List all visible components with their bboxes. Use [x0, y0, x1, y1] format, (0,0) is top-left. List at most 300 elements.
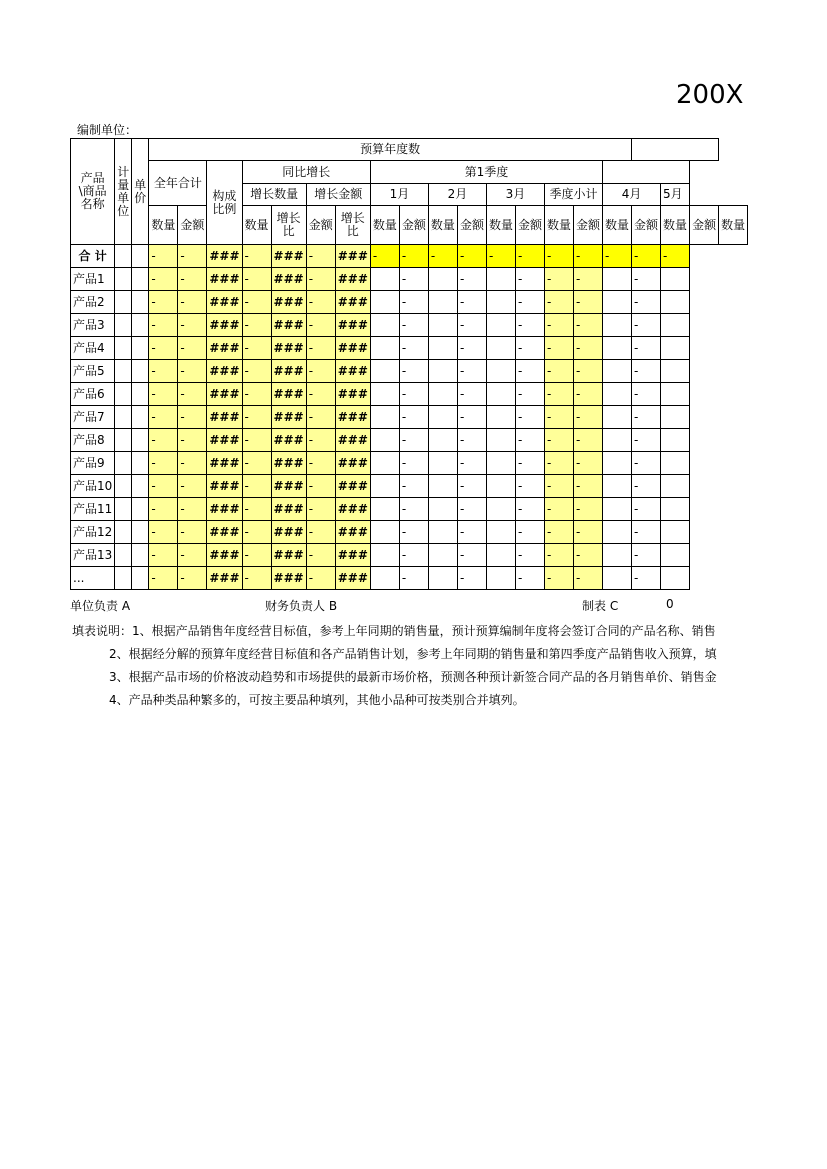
table-cell: - [457, 245, 486, 268]
table-cell: ### [335, 429, 370, 452]
table-cell [603, 567, 632, 590]
table-cell: - [515, 291, 544, 314]
table-cell [115, 567, 132, 590]
table-cell [603, 360, 632, 383]
table-cell: - [457, 521, 486, 544]
table-cell: - [544, 268, 573, 291]
note-line: 填表说明：1、根据产品销售年度经营目标值，参考上年同期的销售量，预计预算编制年度将会签订合同的产品名称、销售 [72, 624, 716, 638]
table-cell: - [149, 475, 178, 498]
table-cell [370, 406, 399, 429]
table-cell: - [544, 498, 573, 521]
table-cell: - [457, 406, 486, 429]
growth-ratio-header: 增长比 [335, 206, 370, 245]
table-cell: - [574, 245, 603, 268]
q1-subtotal-header: 季度小计 [544, 184, 602, 206]
table-cell [428, 567, 457, 590]
table-cell [603, 544, 632, 567]
table-cell: - [632, 360, 661, 383]
table-cell [603, 498, 632, 521]
table-cell: - [515, 314, 544, 337]
table-cell: - [457, 383, 486, 406]
table-cell: ### [335, 383, 370, 406]
table-cell: - [603, 245, 632, 268]
row-label: 产品3 [71, 314, 115, 337]
table-cell [115, 498, 132, 521]
table-cell: - [515, 245, 544, 268]
table-cell [661, 429, 690, 452]
table-cell: - [457, 544, 486, 567]
table-cell: - [306, 245, 335, 268]
table-cell: ### [207, 360, 242, 383]
table-cell: ### [207, 314, 242, 337]
table-cell: - [632, 383, 661, 406]
finance-head-label: 财务负责人 B [265, 599, 338, 613]
table-cell [661, 475, 690, 498]
table-cell: - [178, 314, 207, 337]
table-cell [370, 498, 399, 521]
table-cell [115, 383, 132, 406]
table-cell: ### [335, 498, 370, 521]
budget-year-continued [632, 139, 719, 161]
table-cell [370, 268, 399, 291]
table-cell: - [178, 429, 207, 452]
table-cell [428, 291, 457, 314]
table-cell: - [574, 291, 603, 314]
table-cell: - [515, 383, 544, 406]
table-cell [486, 452, 515, 475]
table-cell: - [306, 475, 335, 498]
table-cell: - [632, 268, 661, 291]
table-cell [603, 314, 632, 337]
table-cell [132, 360, 149, 383]
budget-sheet [70, 138, 746, 593]
table-cell [428, 268, 457, 291]
month-4-header: 4月 [603, 184, 661, 206]
table-cell [132, 383, 149, 406]
table-cell: - [149, 452, 178, 475]
page-title: 200X [676, 80, 744, 110]
row-label: 产品9 [71, 452, 115, 475]
table-cell: - [515, 452, 544, 475]
row-label: 产品2 [71, 291, 115, 314]
table-cell: - [544, 314, 573, 337]
table-cell: - [574, 498, 603, 521]
unit-head-label: 单位负责 A [70, 599, 131, 613]
table-cell [370, 314, 399, 337]
q1-header: 第1季度 [370, 161, 602, 184]
table-cell [661, 567, 690, 590]
table-cell: - [399, 475, 428, 498]
table-cell: - [399, 360, 428, 383]
table-cell [428, 383, 457, 406]
table-cell: - [242, 383, 271, 406]
table-cell [603, 291, 632, 314]
table-cell [603, 406, 632, 429]
table-cell: - [149, 291, 178, 314]
table-cell: - [428, 245, 457, 268]
table-cell [661, 498, 690, 521]
table-cell: - [399, 245, 428, 268]
table-cell [486, 521, 515, 544]
growth-amount-header: 增长金额 [306, 184, 370, 206]
table-cell [603, 521, 632, 544]
amount-header: 金额 [690, 206, 719, 245]
table-cell: - [632, 521, 661, 544]
qty-header: 数量 [486, 206, 515, 245]
table-cell: - [544, 406, 573, 429]
table-cell: ### [335, 475, 370, 498]
table-cell: - [632, 544, 661, 567]
table-cell [115, 406, 132, 429]
table-cell: - [399, 567, 428, 590]
table-cell [115, 475, 132, 498]
table-cell: - [515, 475, 544, 498]
qty-header: 数量 [719, 206, 748, 245]
table-cell [115, 360, 132, 383]
amount-header: 金额 [574, 206, 603, 245]
table-cell: - [399, 452, 428, 475]
table-cell [603, 268, 632, 291]
table-cell: - [242, 360, 271, 383]
table-cell: ### [335, 567, 370, 590]
table-cell: ### [335, 291, 370, 314]
header-row-2 [71, 161, 748, 184]
table-cell: - [178, 544, 207, 567]
table-cell [486, 429, 515, 452]
table-cell [661, 544, 690, 567]
table-cell [132, 521, 149, 544]
table-cell [132, 429, 149, 452]
table-cell: - [149, 521, 178, 544]
table-cell: ### [207, 291, 242, 314]
table-cell [486, 567, 515, 590]
table-cell: - [544, 245, 573, 268]
table-cell: - [632, 429, 661, 452]
table-cell [661, 291, 690, 314]
table-cell: - [306, 429, 335, 452]
table-cell: - [632, 337, 661, 360]
table-cell: - [457, 567, 486, 590]
table-row [71, 567, 748, 590]
table-cell [132, 245, 149, 268]
yoy-growth-header: 同比增长 [242, 161, 370, 184]
table-cell: - [457, 452, 486, 475]
table-cell: - [149, 383, 178, 406]
table-cell [486, 406, 515, 429]
table-row [71, 291, 748, 314]
table-cell: - [178, 521, 207, 544]
table-cell: ### [207, 245, 242, 268]
table-cell: - [149, 360, 178, 383]
budget-year-header: 预算年度数 [149, 139, 632, 161]
table-cell: ### [207, 544, 242, 567]
table-cell [603, 429, 632, 452]
table-cell: - [574, 452, 603, 475]
qty-header: 数量 [544, 206, 573, 245]
table-cell: - [149, 314, 178, 337]
table-cell: - [457, 268, 486, 291]
table-cell: - [574, 544, 603, 567]
table-row [71, 268, 748, 291]
table-cell: - [178, 245, 207, 268]
note-line: 4、产品种类品种繁多的，可按主要品种填列，其他小品种可按类别合并填列。 [109, 693, 525, 707]
table-cell: - [632, 475, 661, 498]
table-cell: - [242, 406, 271, 429]
table-cell: - [242, 475, 271, 498]
table-cell: - [574, 268, 603, 291]
table-cell: ### [207, 452, 242, 475]
table-cell: - [574, 475, 603, 498]
table-cell: - [399, 498, 428, 521]
table-cell [661, 268, 690, 291]
table-cell [115, 429, 132, 452]
table-cell: ### [271, 498, 306, 521]
table-cell: - [457, 337, 486, 360]
table-cell: - [574, 383, 603, 406]
header-row-4 [71, 206, 748, 245]
table-cell: - [544, 360, 573, 383]
table-cell: - [306, 337, 335, 360]
table-cell: - [515, 360, 544, 383]
table-cell: ### [271, 383, 306, 406]
growth-qty-header: 增长数量 [242, 184, 306, 206]
table-cell: - [457, 498, 486, 521]
table-cell: - [149, 567, 178, 590]
table-cell: - [457, 360, 486, 383]
table-cell: - [515, 268, 544, 291]
table-cell: - [306, 291, 335, 314]
table-cell [661, 452, 690, 475]
table-cell: ### [335, 544, 370, 567]
qty-header: 数量 [370, 206, 399, 245]
month-3-header: 3月 [486, 184, 544, 206]
table-cell: - [544, 383, 573, 406]
table-row [71, 475, 748, 498]
header-row-1 [71, 139, 748, 161]
table-cell: - [457, 291, 486, 314]
table-cell [132, 314, 149, 337]
table-cell: ### [207, 337, 242, 360]
table-cell: - [178, 452, 207, 475]
row-label: 产品12 [71, 521, 115, 544]
growth-ratio-header: 增长比 [271, 206, 306, 245]
table-cell: - [178, 337, 207, 360]
table-cell: ### [271, 245, 306, 268]
table-cell: - [242, 314, 271, 337]
amount-header: 金额 [515, 206, 544, 245]
table-cell [370, 475, 399, 498]
table-cell: - [544, 337, 573, 360]
amount-header: 金额 [178, 206, 207, 245]
table-cell: - [399, 429, 428, 452]
prepared-by-label: 制表 C [582, 599, 619, 613]
table-cell: - [399, 337, 428, 360]
table-cell: ### [335, 268, 370, 291]
table-cell [428, 406, 457, 429]
table-cell: - [574, 360, 603, 383]
table-cell: - [544, 291, 573, 314]
table-cell [115, 521, 132, 544]
table-cell [428, 521, 457, 544]
table-cell: ### [207, 429, 242, 452]
table-cell [370, 429, 399, 452]
table-cell: - [306, 452, 335, 475]
table-cell: ### [271, 429, 306, 452]
instructions [72, 620, 740, 712]
table-cell [661, 406, 690, 429]
table-cell [661, 337, 690, 360]
table-cell: - [242, 544, 271, 567]
table-cell: ### [207, 475, 242, 498]
table-cell: ### [335, 314, 370, 337]
table-cell [486, 291, 515, 314]
table-cell: ### [271, 475, 306, 498]
table-cell: ### [335, 452, 370, 475]
table-cell [486, 544, 515, 567]
table-cell [132, 268, 149, 291]
table-cell: - [457, 429, 486, 452]
table-cell [115, 544, 132, 567]
table-cell: - [632, 567, 661, 590]
table-row [71, 360, 748, 383]
table-cell [370, 291, 399, 314]
table-cell [132, 567, 149, 590]
table-cell: - [242, 521, 271, 544]
row-label: ... [71, 567, 115, 590]
table-cell [132, 452, 149, 475]
amount-header: 金额 [457, 206, 486, 245]
table-cell: - [399, 521, 428, 544]
table-row [71, 498, 748, 521]
table-cell: - [306, 544, 335, 567]
table-cell [132, 291, 149, 314]
table-cell [370, 360, 399, 383]
table-cell: ### [335, 521, 370, 544]
table-cell: - [515, 544, 544, 567]
table-cell: ### [207, 521, 242, 544]
table-cell [428, 314, 457, 337]
table-cell: - [242, 337, 271, 360]
row-label: 产品13 [71, 544, 115, 567]
table-cell: - [306, 406, 335, 429]
table-cell: - [399, 291, 428, 314]
table-cell: ### [271, 314, 306, 337]
table-cell: ### [271, 406, 306, 429]
table-cell: - [632, 291, 661, 314]
note-line: 3、根据产品市场的价格波动趋势和市场提供的最新市场价格，预测各种预计新签合同产品的各月销售单价、销售金 [109, 670, 717, 684]
table-cell: - [242, 245, 271, 268]
table-cell [370, 544, 399, 567]
table-cell: - [178, 383, 207, 406]
month-1-header: 1月 [370, 184, 428, 206]
table-cell: - [515, 406, 544, 429]
table-cell: ### [271, 360, 306, 383]
table-cell: - [149, 429, 178, 452]
table-cell [370, 337, 399, 360]
table-row [71, 337, 748, 360]
table-cell [428, 544, 457, 567]
table-cell [603, 383, 632, 406]
table-cell: ### [335, 337, 370, 360]
table-cell: ### [335, 360, 370, 383]
row-label: 产品1 [71, 268, 115, 291]
table-cell: ### [207, 383, 242, 406]
table-cell: - [515, 567, 544, 590]
table-cell: - [632, 498, 661, 521]
table-cell: - [574, 429, 603, 452]
table-cell [486, 337, 515, 360]
table-cell: ### [271, 337, 306, 360]
table-cell [428, 429, 457, 452]
qty-header: 数量 [149, 206, 178, 245]
table-cell: ### [207, 567, 242, 590]
table-cell: - [242, 429, 271, 452]
row-label: 产品7 [71, 406, 115, 429]
table-cell: ### [271, 452, 306, 475]
measure-unit-header: 计量单位 [115, 139, 132, 245]
table-cell: ### [271, 544, 306, 567]
table-cell: - [457, 314, 486, 337]
table-cell: - [242, 452, 271, 475]
table-cell: - [661, 245, 690, 268]
table-cell [370, 521, 399, 544]
q2-header [603, 161, 690, 184]
table-cell: - [178, 475, 207, 498]
table-cell: - [242, 567, 271, 590]
table-cell [486, 360, 515, 383]
table-cell: - [632, 406, 661, 429]
table-cell: - [574, 337, 603, 360]
table-cell: - [574, 406, 603, 429]
table-cell [428, 337, 457, 360]
qty-header: 数量 [661, 206, 690, 245]
table-cell: - [515, 521, 544, 544]
table-cell [428, 452, 457, 475]
unit-price-header: 单价 [132, 139, 149, 245]
table-cell [603, 452, 632, 475]
table-cell: - [149, 245, 178, 268]
table-cell: - [515, 337, 544, 360]
row-label: 合 计 [71, 245, 115, 268]
table-cell [115, 245, 132, 268]
table-row [71, 429, 748, 452]
table-cell: - [486, 245, 515, 268]
table-cell: - [242, 498, 271, 521]
table-row [71, 452, 748, 475]
table-row [71, 406, 748, 429]
table-cell: - [178, 406, 207, 429]
table-cell [486, 383, 515, 406]
table-cell [132, 475, 149, 498]
table-cell: - [149, 498, 178, 521]
table-row [71, 544, 748, 567]
table-cell: ### [207, 268, 242, 291]
note-line: 2、根据经分解的预算年度经营目标值和各产品销售计划，参考上年同期的销售量和第四季度产品销售收入预算，填 [109, 647, 717, 661]
table-cell [132, 498, 149, 521]
table-cell: - [515, 429, 544, 452]
row-label: 产品4 [71, 337, 115, 360]
table-cell [370, 383, 399, 406]
table-cell [486, 498, 515, 521]
table-cell [428, 498, 457, 521]
table-cell [661, 383, 690, 406]
table-cell [370, 567, 399, 590]
table-cell: - [178, 498, 207, 521]
table-cell [132, 337, 149, 360]
table-cell: ### [271, 521, 306, 544]
table-cell: - [178, 291, 207, 314]
month-2-header: 2月 [428, 184, 486, 206]
